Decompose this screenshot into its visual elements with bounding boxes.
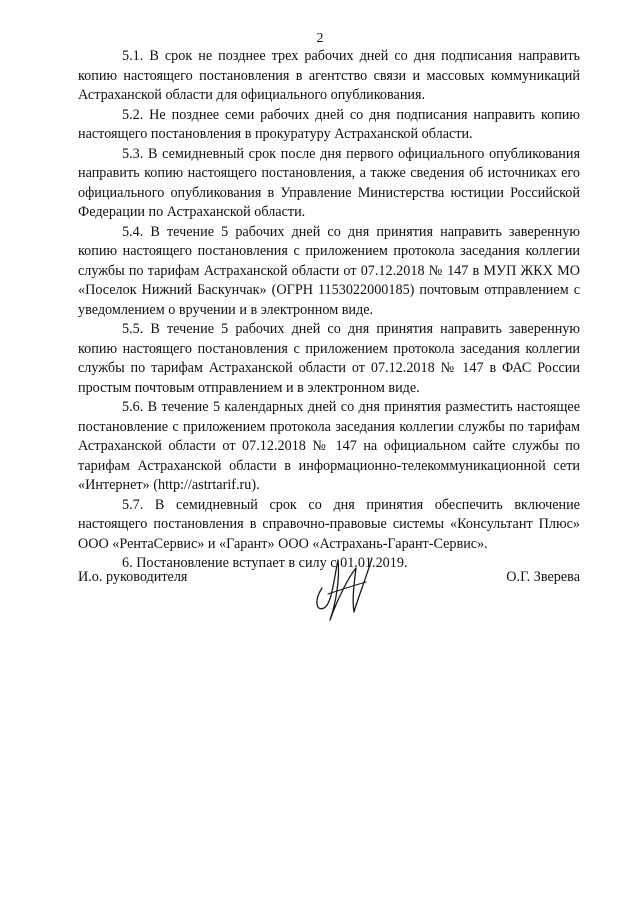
- signature-block: [78, 548, 580, 628]
- signer-name: О.Г. Зверева: [506, 569, 580, 585]
- paragraph-5-1: 5.1. В срок не позднее трех рабочих дней со дня подписания направить копию настоящего постановления в агентство связи и массовых коммуникаций Астраханской области для официального опубликования.: [78, 48, 580, 103]
- page-number: 2: [316, 31, 324, 46]
- paragraph-5-3: 5.3. В семидневный срок после дня первого официального опубликования направить копию настоящего постановления, а также сведения об источниках его официального опубликования в Управление Министерства юстиции Российской Федерации по Астраханской области.: [78, 145, 580, 220]
- paragraph-5-5: 5.5. В течение 5 рабочих дней со дня принятия направить заверенную копию настоящего постановления с приложением протокола заседания коллегии службы по тарифам Астраханской области от 07.12.2018 № 147 в ФАС России простым почтовым отправлением и в электронном виде.: [78, 321, 580, 396]
- signer-title: И.о. руководителя: [78, 569, 188, 585]
- paragraph-5-2: 5.2. Не позднее семи рабочих дней со дня подписания направить копию настоящего постановления в прокуратуру Астраханской области.: [78, 106, 580, 142]
- paragraph-5-4: 5.4. В течение 5 рабочих дней со дня принятия направить заверенную копию настоящего постановления с приложением протокола заседания коллегии службы по тарифам Астраханской области от 07.12.2018 № 147 в МУП ЖКХ МО «Поселок Нижний Баскунчак» (ОГРН 1153022000185) почтовым отправлением с уведомлением о вручении и в электронном виде.: [78, 223, 580, 318]
- handwritten-signature: [308, 548, 378, 628]
- document-body: [78, 47, 580, 574]
- paragraph-5-7: 5.7. В семидневный срок со дня принятия обеспечить включение настоящего постановления в справочно-правовые системы «Консультант Плюс» ООО «РентаСервис» и «Гарант» ООО «Астрахань-Гарант-Сервис».: [78, 496, 580, 552]
- paragraph-6: 6. Постановление вступает в силу с 01.01.2019.: [122, 555, 408, 571]
- paragraph-5-6: 5.6. В течение 5 календарных дней со дня принятия разместить настоящее постановление с приложением протокола заседания коллегии службы по тарифам Астраханской области от 07.12.2018 № 147 на официальном сайте службы по тарифам Астраханской области в информационно-телекоммуникационной сети «Интернет» (http://astrtarif.ru).: [78, 399, 580, 493]
